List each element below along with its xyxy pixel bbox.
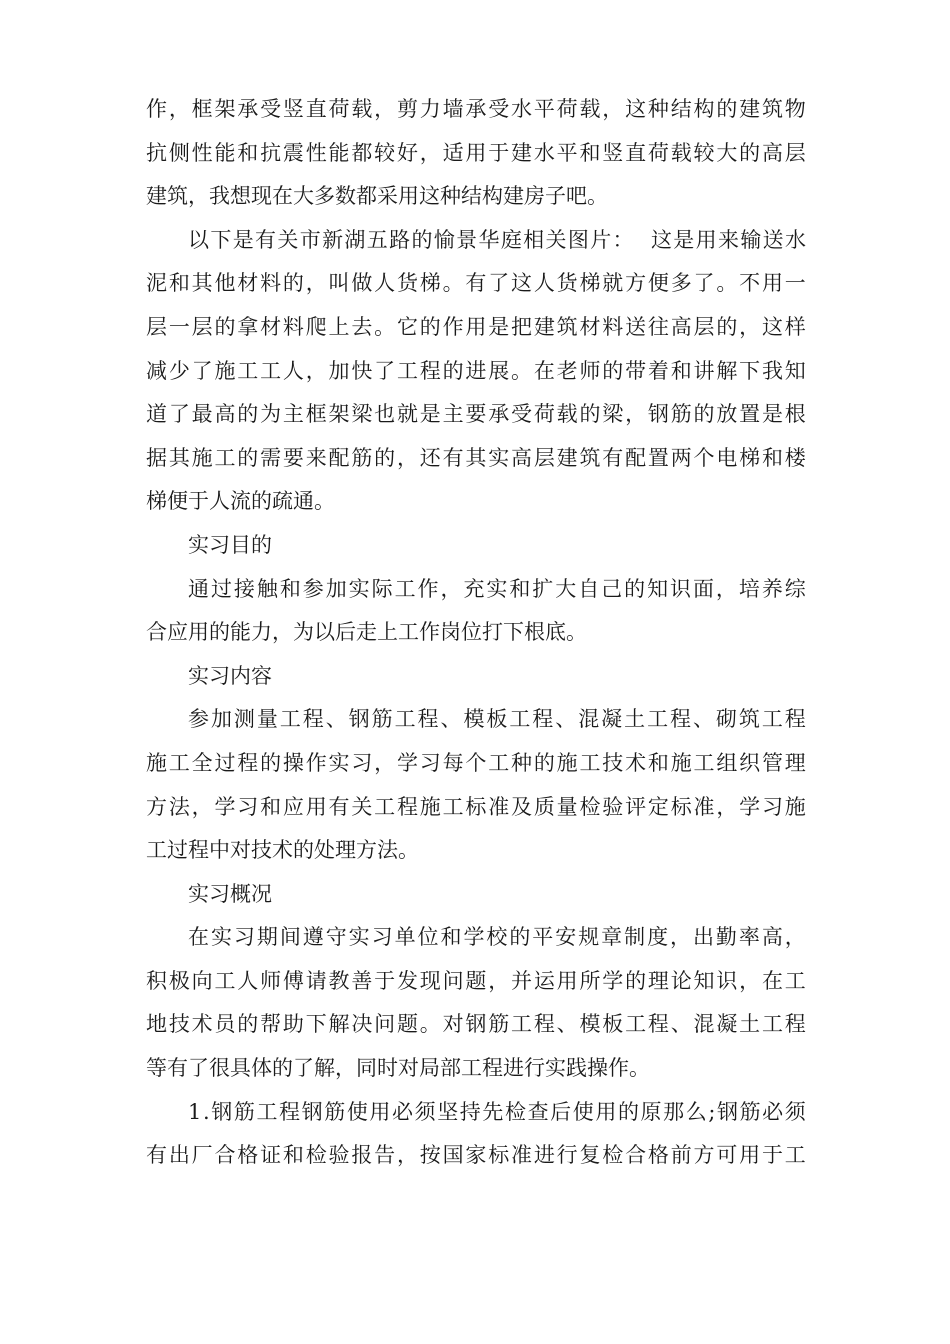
heading-text: 实习目的 <box>188 532 272 557</box>
text-line: 1 . 钢 筋 工 程 钢 筋 使 用 必 须 坚 持 先 检 查 后 使 用 的 原 那 么 ; 钢 筋 必 须 <box>188 1099 806 1124</box>
text-line: 层 一 层 的 拿 材 料 爬 上 去 。 它 的 作 用 是 把 建 筑 材 料 送 往 高 层 的 ， 这 样 <box>146 314 806 339</box>
text-line: 建筑，我想现在大多数都采用这种结构建房子吧。 <box>146 184 608 209</box>
text-line: 施 工 全 过 程 的 操 作 实 习 ， 学 习 每 个 工 种 的 施 工 技 术 和 施 工 组 织 管 理 <box>146 750 806 775</box>
heading-text: 实习内容 <box>188 663 272 688</box>
section-heading <box>146 524 806 568</box>
paragraph <box>146 1091 806 1178</box>
text-line: 梯便于人流的疏通。 <box>146 489 335 514</box>
text-line: 据 其 施 工 的 需 要 来 配 筋 的 ， 还 有 其 实 高 层 建 筑 有 配 置 两 个 电 梯 和 楼 <box>146 445 806 470</box>
text-line: 作 ， 框 架 承 受 竖 直 荷 载 ， 剪 力 墙 承 受 水 平 荷 载 ， 这 种 结 构 的 建 筑 物 <box>146 97 806 121</box>
text-line: 抗 侧 性 能 和 抗 震 性 能 都 较 好 ， 适 用 于 建 水 平 和 竖 直 荷 载 较 大 的 高 层 <box>146 140 806 165</box>
section-heading <box>146 873 806 917</box>
document-page <box>146 88 806 1178</box>
paragraph <box>146 219 806 524</box>
text-line: 通 过 接 触 和 参 加 实 际 工 作 ， 充 实 和 扩 大 自 己 的 知 识 面 ， 培 养 综 <box>188 576 806 601</box>
text-line: 方 法 ， 学 习 和 应 用 有 关 工 程 施 工 标 准 及 质 量 检 验 评 定 标 准 ， 学 习 施 <box>146 794 806 819</box>
paragraph <box>146 568 806 655</box>
text-line: 地 技 术 员 的 帮 助 下 解 决 问 题 。 对 钢 筋 工 程 、 模 板 工 程 、 混 凝 土 工 程 <box>146 1012 806 1037</box>
text-line: 有 出 厂 合 格 证 和 检 验 报 告 ， 按 国 家 标 准 进 行 复 检 合 格 前 方 可 用 于 工 <box>146 1143 806 1168</box>
text-line: 参 加 测 量 工 程 、 钢 筋 工 程 、 模 板 工 程 、 混 凝 土 工 程 、 砌 筑 工 程 <box>188 707 806 732</box>
paragraph <box>146 88 806 219</box>
heading-text: 实习概况 <box>188 881 272 906</box>
text-line: 在 实 习 期 间 遵 守 实 习 单 位 和 学 校 的 平 安 规 章 制 度 ， 出 勤 率 高 ， <box>188 925 806 950</box>
text-line: 道 了 最 高 的 为 主 框 架 梁 也 就 是 主 要 承 受 荷 载 的 梁 ， 钢 筋 的 放 置 是 根 <box>146 402 806 427</box>
paragraph <box>146 916 806 1090</box>
text-line: 以 下 是 有 关 市 新 湖 五 路 的 愉 景 华 庭 相 关 图 片 ： 这 是 用 来 输 送 水 <box>188 227 806 252</box>
text-line: 减 少 了 施 工 工 人 ， 加 快 了 工 程 的 进 展 。 在 老 师 的 带 着 和 讲 解 下 我 知 <box>146 358 806 383</box>
text-line: 积 极 向 工 人 师 傅 请 教 善 于 发 现 问 题 ， 并 运 用 所 学 的 理 论 知 识 ， 在 工 <box>146 968 806 993</box>
paragraph <box>146 698 806 872</box>
text-line: 合应用的能力，为以后走上工作岗位打下根底。 <box>146 620 587 645</box>
text-line: 泥 和 其 他 材 料 的 ， 叫 做 人 货 梯 。 有 了 这 人 货 梯 就 方 便 多 了 。 不 用 一 <box>146 271 806 296</box>
section-heading <box>146 655 806 699</box>
text-line: 工过程中对技术的处理方法。 <box>146 838 419 863</box>
text-line: 等有了很具体的了解，同时对局部工程进行实践操作。 <box>146 1056 650 1081</box>
